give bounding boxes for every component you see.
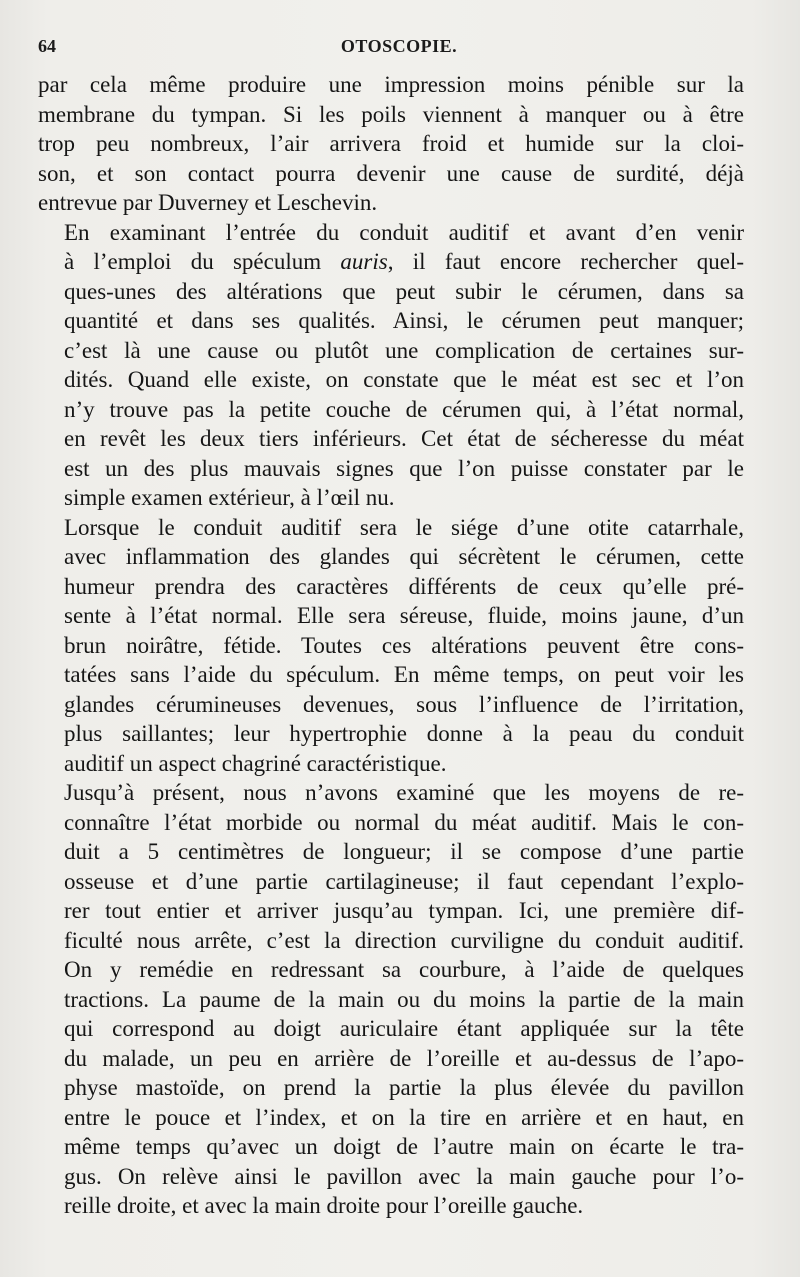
running-head: OTOSCOPIE. bbox=[340, 36, 458, 56]
text-line: tractions. La paume de la main ou du moins la partie de la main bbox=[64, 986, 744, 1012]
text-line: dités. Quand elle existe, on constate que le méat est sec et l’on bbox=[64, 367, 744, 392]
body-text bbox=[38, 70, 744, 1221]
text-line: qui correspond au doigt auriculaire étant appliquée sur la tête bbox=[64, 1016, 744, 1041]
text-line: connaître l’état morbide ou normal du méat auditif. Mais le con- bbox=[64, 809, 744, 835]
text-line: brun noirâtre, fétide. Toutes ces altérations peuvent être cons- bbox=[64, 632, 744, 658]
text-line: humeur prendra des caractères différents de ceux qu’elle pré- bbox=[64, 573, 744, 599]
text-line: rer tout entier et arriver jusqu’au tympan. Ici, une première dif- bbox=[64, 898, 744, 923]
text-line: osseuse et d’une partie cartilagineuse; il faut cependant l’explo- bbox=[64, 868, 744, 894]
text-line: son, et son contact pourra devenir une cause de surdité, déjà bbox=[38, 160, 744, 186]
text-line: On y remédie en redressant sa courbure, à l’aide de quelques bbox=[64, 957, 744, 982]
paragraph bbox=[38, 513, 744, 779]
text-line: entre le pouce et l’index, et on la tire en arrière et en haut, en bbox=[64, 1104, 744, 1130]
paragraph bbox=[38, 778, 744, 1221]
text-line: En examinant l’entrée du conduit auditif et avant d’en venir bbox=[64, 219, 744, 245]
text-line: auditif un aspect chagriné caractéristique. bbox=[64, 750, 447, 776]
text-line: à l’emploi du spéculum auris, il faut encore rechercher quel- bbox=[64, 249, 744, 274]
text-line: reille droite, et avec la main droite pour l’oreille gauche. bbox=[64, 1193, 584, 1218]
text-line: par cela même produire une impression moins pénible sur la bbox=[38, 72, 744, 97]
text-line: entrevue par Duverney et Leschevin. bbox=[38, 190, 378, 215]
text-line: gus. On relève ainsi le pavillon avec la main gauche pour l’o- bbox=[64, 1163, 744, 1189]
text-line: physe mastoïde, on prend la partie la plus élevée du pavillon bbox=[64, 1075, 744, 1100]
page-header bbox=[38, 36, 760, 62]
text-line: même temps qu’avec un doigt de l’autre main on écarte le tra- bbox=[64, 1134, 744, 1159]
text-line: ques-unes des altérations que peut subir le cérumen, dans sa bbox=[64, 278, 744, 304]
text-line: du malade, un peu en arrière de l’oreille et au-dessus de l’apo- bbox=[64, 1045, 744, 1071]
text-line: ficulté nous arrête, c’est la direction curviligne du conduit auditif. bbox=[64, 927, 744, 953]
text-line: n’y trouve pas la petite couche de cérumen qui, à l’état normal, bbox=[64, 396, 744, 422]
italic-word: auris bbox=[340, 249, 388, 274]
text-line: glandes cérumineuses devenues, sous l’influence de l’irritation, bbox=[64, 691, 744, 717]
text-line: duit a 5 centimètres de longueur; il se compose d’une partie bbox=[64, 839, 744, 864]
text-line: Lorsque le conduit auditif sera le siége d’une otite catarrhale, bbox=[64, 514, 744, 540]
text-line: c’est là une cause ou plutôt une complication de certaines sur- bbox=[64, 337, 744, 363]
text-line: est un des plus mauvais signes que l’on puisse constater par le bbox=[64, 455, 744, 481]
text-line: membrane du tympan. Si les poils viennent à manquer ou à être bbox=[38, 101, 744, 127]
text-line: en revêt les deux tiers inférieurs. Cet état de sécheresse du méat bbox=[64, 426, 744, 451]
text-line: plus saillantes; leur hypertrophie donne à la peau du conduit bbox=[64, 721, 744, 746]
text-line: tatées sans l’aide du spéculum. En même temps, on peut voir les bbox=[64, 662, 744, 687]
text-line: simple examen extérieur, à l’œil nu. bbox=[64, 485, 395, 510]
text-line: sente à l’état normal. Elle sera séreuse, fluide, moins jaune, d’un bbox=[64, 603, 744, 628]
paragraph bbox=[38, 70, 744, 218]
text-line: trop peu nombreux, l’air arrivera froid et humide sur la cloi- bbox=[38, 131, 744, 156]
text-line: Jusqu’à présent, nous n’avons examiné que les moyens de re- bbox=[64, 780, 744, 805]
paragraph bbox=[38, 218, 744, 513]
page-number: 64 bbox=[38, 36, 56, 56]
text-line: quantité et dans ses qualités. Ainsi, le cérumen peut manquer; bbox=[64, 308, 744, 333]
text-line: avec inflammation des glandes qui sécrètent le cérumen, cette bbox=[64, 544, 744, 569]
